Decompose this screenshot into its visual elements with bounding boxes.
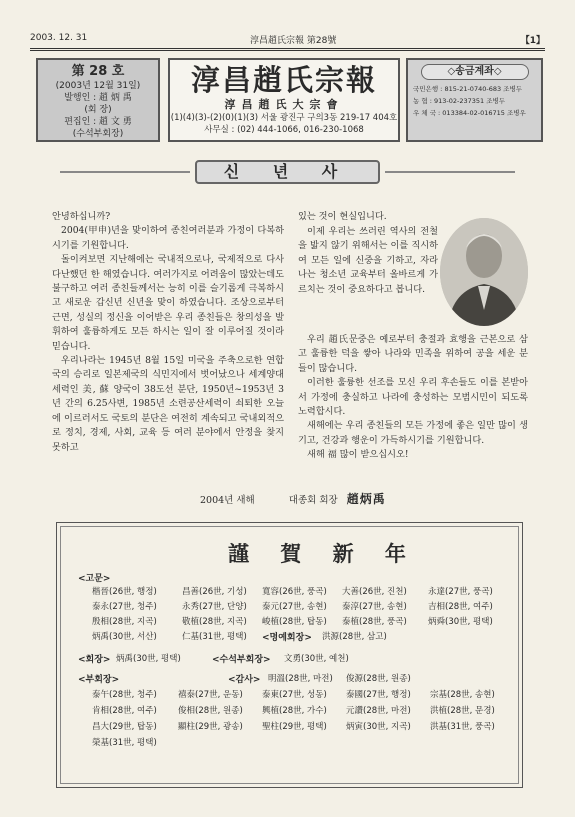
advisor-name: 泰淳(27世, 송현) [342,602,407,612]
advisor-name: 泰永(27世, 청주) [92,602,157,612]
auditor-name: 明溫(28世, 마전) [268,674,333,684]
vp-name: 榮基(31世, 평택) [92,738,157,748]
vp-name: 洪基(31世, 풍곡) [430,722,495,732]
advisor-name: 炳禹(30世, 서산) [92,632,157,642]
issue-number: 第 28 호 [71,64,125,79]
editor: 편집인 : 趙 文 勇 [64,117,132,127]
advisor-name: 峻植(28世, 탑동) [262,617,327,627]
masthead-org: 淳昌趙氏大宗會 [224,98,344,111]
masthead-title: 淳昌趙氏宗報 [190,63,377,97]
masthead-address: (1)(4)(3)-(2)(0)(1)(3) 서울 광진구 구의3동 219-17 404호 [170,113,398,123]
letter-paragraph: 돌이켜보면 지난해에는 국내적으로나, 국제적으로 다사다난했던 한 해였습니다. 여러가지로 어려움이 많았는데도 불구하고 여러 종친들께서는 능히 이를 슬기롭게 극복하시고 새로운 갑신년 신년을 맞이 하였습니다. 조상으로부터 근면, 성실의 정신을 이어받은 우리 종친들은 창의성을 발휘하여 훌륭하게도 모든 하시는 일이 잘 이루어질 것이라 믿습니다. [52,254,284,352]
auditor-name: 俊源(28世, 원종) [346,674,411,684]
publisher-role: (회 장) [84,105,112,115]
honorary-name: 洪源(28世, 삼고) [322,632,387,642]
issue-info-box [36,58,160,142]
advisor-name: 炳舜(30世, 평택) [428,617,493,627]
advisor-name: 寬容(26世, 풍곡) [262,587,327,597]
vp-name: 肯相(28世, 여주) [92,706,157,716]
issue-date-line: (2003년 12월 31일) [55,81,141,91]
bank-row: 농 협 : 913-02-237351 조병두 [413,97,506,105]
bank-box-title: ◇송금계좌◇ [421,64,529,80]
bank-row: 국민은행 : 815-21-0740-683 조병두 [413,85,523,93]
vp-name: 宗基(28世, 송현) [430,690,495,700]
letter-paragraph: 새해 福 많이 받으십시오! [307,449,409,461]
vp-name: 泰東(27世, 성동) [262,690,327,700]
senior-vp-name: 文勇(30世, 예천) [284,654,349,664]
signature-date: 2004년 새해 [200,495,255,506]
senior-vp-label: <수석부회장> [212,655,271,665]
masthead-phone: 사무실 : (02) 444-1066, 016-230-1068 [204,125,364,135]
advisor-name: 大善(26世, 진천) [342,587,407,597]
paper-name: 淳昌趙氏宗報 第28號 [250,36,337,46]
masthead [168,58,400,142]
advisor-name: 昌善(26世, 기성) [182,587,247,597]
honorary-label: <명예회장> [262,633,312,643]
signature-role: 대종회 회장 [288,495,338,506]
heading-ornament-left [60,171,190,173]
publisher: 발행인 : 趙 炳 禹 [64,93,132,103]
president-photo [440,218,528,326]
letter-left-column [52,210,284,455]
vp-name: 元讚(28世, 마전) [346,706,411,716]
letter-right-wrap [298,225,438,297]
vp-name: 俊相(28世, 원종) [178,706,243,716]
heading-ornament-right [385,171,515,173]
advisor-name: 永秀(27世, 단양) [182,602,247,612]
advisor-name: 永達(27世, 풍곡) [428,587,493,597]
letter-paragraph: 우리 趙氏문중은 예로부터 충절과 효행을 근본으로 삼고 훌륭한 덕을 쌓아 나라와 민족을 위하여 공을 세운 분들이 많습니다. [298,334,528,374]
top-rule-2 [30,50,545,51]
letter-paragraph: 2004(甲申)년을 맞이하여 종친여러분과 가정이 다복하시기를 기원합니다. [52,225,284,251]
top-rule [30,48,545,49]
letter-paragraph: 이러한 훌륭한 선조를 모신 우리 후손들도 이를 본받아서 가정에 충실하고 나라에 충성하는 모범시민이 되도록 노력합시다. [298,377,528,418]
auditor-label: <감사> [228,675,261,685]
bank-account-box [406,58,543,142]
advisor-name: 泰元(27世, 송현) [262,602,327,612]
advisor-name: 楷晉(26世, 행정) [92,587,157,597]
president-label: <회장> [78,655,111,665]
letter-paragraph: 있는 것이 현실입니다. [298,211,387,222]
advisor-name: 泰植(28世, 풍곡) [342,617,407,627]
letter-paragraph: 이제 우리는 쓰러린 역사의 전철을 밟지 않기 위해서는 이를 직시하여 모든 일에 신중을 기하고, 자라나는 청소년 교육부터 올바르게 가르치는 것이 중요하다고 봅니다. [298,226,438,295]
vp-name: 禧泰(27世, 운동) [178,690,243,700]
greeting-title: 謹 賀 新 年 [228,541,418,566]
advisor-name: 殷相(28世, 지곡) [92,617,157,627]
vp-name: 泰國(27世, 행정) [346,690,411,700]
vp-name: 聖柱(29世, 평택) [262,722,327,732]
issue-date: 2003. 12. 31 [30,33,88,43]
portrait-image [440,218,528,326]
president-name: 炳禹(30世, 평택) [116,654,181,664]
vp-label: <부회장> [78,675,120,685]
vp-name: 泰午(28世, 청주) [92,690,157,700]
advisor-name: 吉相(28世, 여주) [428,602,493,612]
letter-paragraph: 우리나라는 1945년 8월 15일 미국을 주축으로한 연합국의 승리로 일본제국의 식민지에서 벗어났으나 세계양대세력인 美, 蘇 양국이 38도선 분단, 1950년~1953년 3년 간의 6.25사변, 1985년 소련공산세력이 쇠퇴한 오늘에 이르러서도 국토의 분단은 여전히 계속되고 국내외적으로 정치, 경제, 사회, 교육 등 여러 분야에서 안정을 찾지 못하고 [52,355,284,453]
advisors-label: <고문> [78,574,111,584]
letter-paragraph: 안녕하십니까? [52,211,111,222]
top-bar [30,33,545,47]
vp-name: 炳寅(30世, 지곡) [346,722,411,732]
page-number: 【1】 [520,36,545,46]
vp-name: 顯柱(29世, 광송) [178,722,243,732]
bank-row: 우 체 국 : 013384-02-016715 조병우 [413,109,526,117]
advisor-name: 敬植(28世, 지곡) [182,617,247,627]
section-title: 신 년 사 [195,160,380,184]
letter-right-column [298,333,528,463]
advisor-name: 仁基(31世, 평택) [182,632,247,642]
vp-name: 興植(28世, 가수) [262,706,327,716]
vp-name: 洪植(28世, 문경) [430,706,495,716]
editor-role: (수석부회장) [72,129,124,139]
signature-name: 趙炳禹 [346,492,386,506]
signature-line [200,490,386,507]
letter-paragraph: 새해에는 우리 종친들의 모든 가정에 좋은 일만 많이 생기고, 건강과 행운이 가득하시기를 기원합니다. [298,420,528,446]
vp-name: 昌大(29世, 탑동) [92,722,157,732]
